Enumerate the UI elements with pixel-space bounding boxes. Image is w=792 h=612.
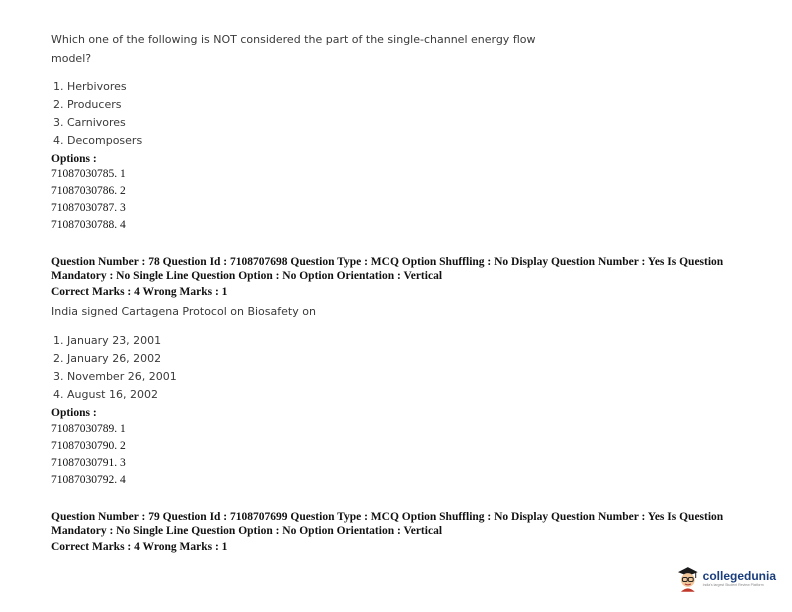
- question-78-text: India signed Cartagena Protocol on Biosafety on: [51, 305, 316, 318]
- option-id: 71087030791. 3: [51, 457, 126, 469]
- choice-item: 2. January 26, 2002: [53, 352, 162, 365]
- options-label: Options :: [51, 407, 97, 419]
- option-id: 71087030789. 1: [51, 423, 126, 435]
- choice-item: 4. August 16, 2002: [53, 388, 158, 401]
- choice-item: 1. January 23, 2001: [53, 334, 162, 347]
- choice-item: 3. Carnivores: [53, 116, 126, 129]
- collegedunia-logo: [676, 564, 776, 594]
- student-mascot-icon: [676, 566, 700, 592]
- option-id: 71087030785. 1: [51, 168, 126, 180]
- option-id: 71087030792. 4: [51, 474, 126, 486]
- logo-name: collegedunia: [702, 569, 776, 583]
- choice-item: 3. November 26, 2001: [53, 370, 177, 383]
- option-id: 71087030788. 4: [51, 219, 126, 231]
- question-78-marks: Correct Marks : 4 Wrong Marks : 1: [51, 286, 228, 298]
- choice-item: 2. Producers: [53, 98, 122, 111]
- option-id: 71087030787. 3: [51, 202, 126, 214]
- option-id: 71087030790. 2: [51, 440, 126, 452]
- choice-item: 1. Herbivores: [53, 80, 127, 93]
- question-78-meta: Question Number : 78 Question Id : 7108707698 Question Type : MCQ Option Shuffling : No Display Question Number : Yes Is Question Mandatory : No Single Line Question Option : No Option Orientation : Vertical: [51, 256, 724, 282]
- question-77-text: Which one of the following is NOT considered the part of the single-channel energy flow model?: [51, 33, 536, 65]
- question-79-marks: Correct Marks : 4 Wrong Marks : 1: [51, 541, 228, 553]
- option-id: 71087030786. 2: [51, 185, 126, 197]
- choice-item: 4. Decomposers: [53, 134, 143, 147]
- options-label: Options :: [51, 153, 97, 165]
- question-79-meta: Question Number : 79 Question Id : 7108707699 Question Type : MCQ Option Shuffling : No Display Question Number : Yes Is Question Mandatory : No Single Line Question Option : No Option Orientation : Vertical: [51, 511, 724, 537]
- logo-tagline: India's largest Student Review Platform: [702, 583, 764, 587]
- question-77-choices: [53, 78, 142, 150]
- question-78-choices: [53, 332, 177, 404]
